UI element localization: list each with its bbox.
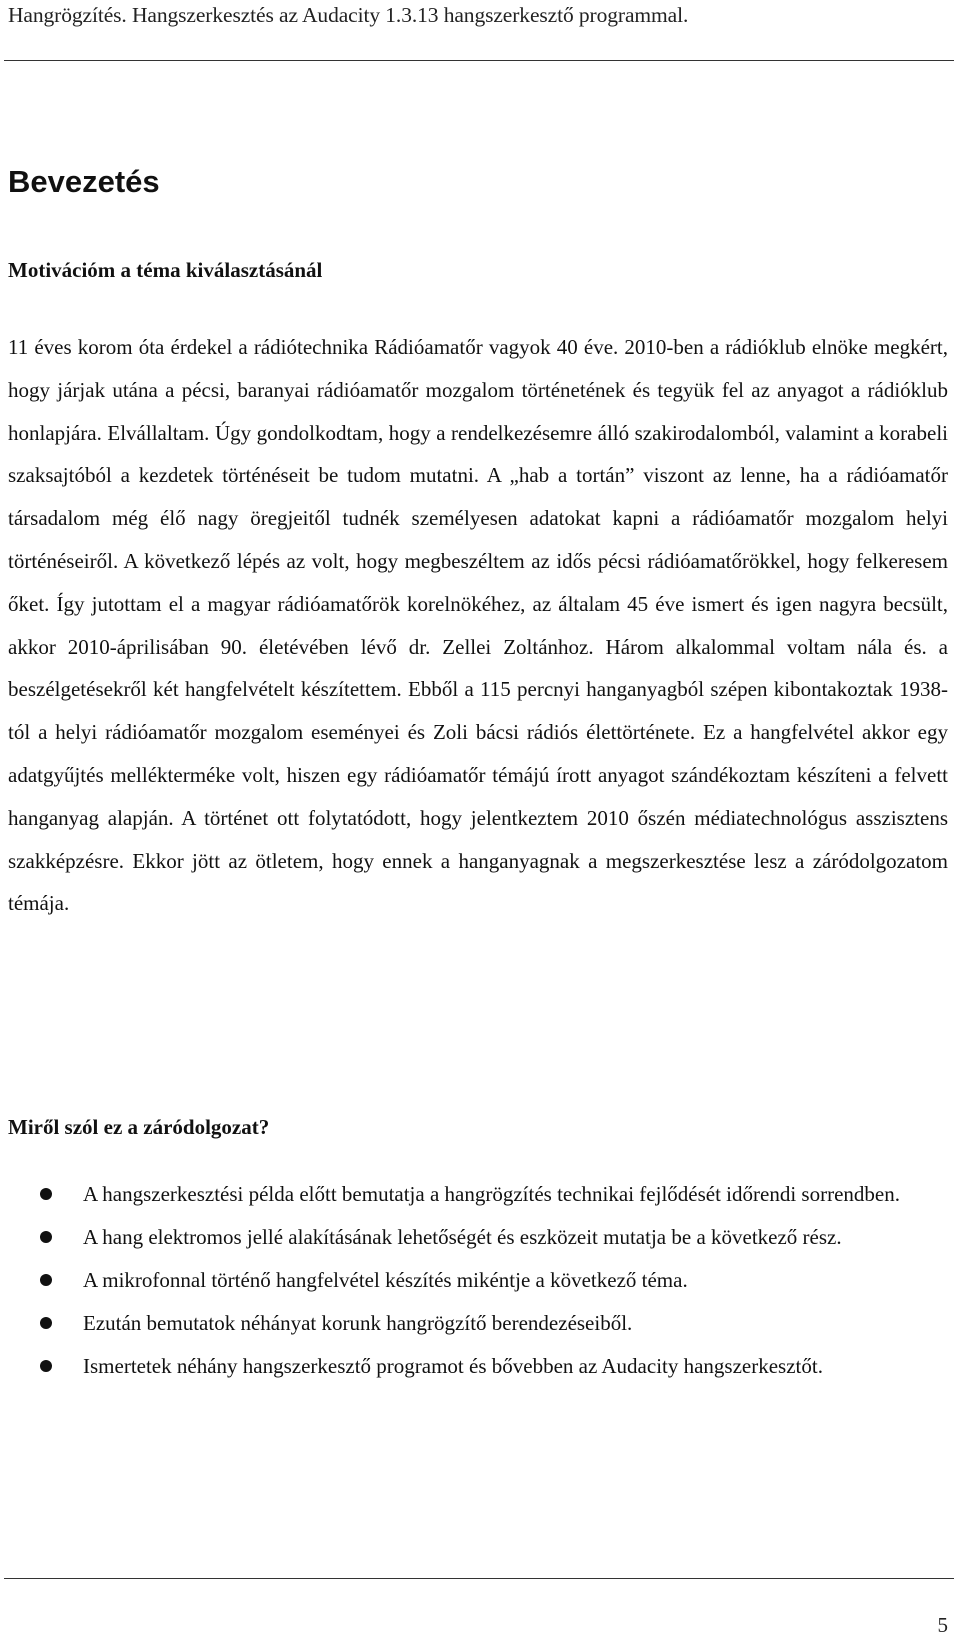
- subheading-motivation: Motivációm a téma kiválasztásánál: [8, 258, 323, 282]
- list-item-text: A hangszerkesztési példa előtt bemutatja a hangrögzítés technikai fejlődését időrendi sorrendben.: [83, 1182, 900, 1206]
- bullet-icon: [40, 1317, 52, 1329]
- footer-divider: [4, 1578, 954, 1579]
- running-header: Hangrögzítés. Hangszerkesztés az Audacity 1.3.13 hangszerkesztő programmal.: [8, 3, 689, 27]
- list-item-text: A hang elektromos jellé alakításának lehetőségét és eszközeit mutatja be a következő rész.: [83, 1225, 842, 1250]
- bullet-icon: [40, 1188, 52, 1200]
- subheading-about-thesis: Miről szól ez a záródolgozat?: [8, 1115, 270, 1139]
- list-item: [0, 1302, 958, 1345]
- body-paragraph: 11 éves korom óta érdekel a rádiótechnika Rádióamatőr vagyok 40 éve. 2010-ben a rádióklub elnöke megkért, hogy járjak utána a pécsi, baranyai rádióamatőr mozgalom történetének és tegyük fel az anyagot a rádióklub honlapjára. Elvállaltam. Úgy gondolkodtam, hogy a rendelkezésemre álló szakirodalomból, valamint a korabeli szaksajtóból a kezdetek történéseit be tudom mutatni. A „hab a tortán” viszont az lenne, ha a rádióamatőr társadalom még élő nagy öregjeitől tudnék személyesen adatokat kapni a rádióamatőr mozgalom helyi történéseiről. A következő lépés az volt, hogy megbeszéltem az idős pécsi rádióamatőrökkel, hogy felkeresem őket. Így jutottam el a magyar rádióamatőrök korelnökéhez, az általam 45 éve ismert és igen nagyra becsült, akkor 2010-áprilisában 90. életévében lévő dr. Zellei Zoltánhoz. Három alkalommal voltam nála és. a beszélgetésekről két hangfelvételt készítettem. Ebből a 115 percnyi hanganyagból szépen kibontakoztak 1938-tól a helyi rádióamatőr mozgalom eseményei és Zoli bácsi rádiós élettörténete. Ez a hangfelvétel akkor egy adatgyűjtés mellékterméke volt, hiszen egy rádióamatőr témájú írott anyagot szándékoztam készíteni a felvett hanganyag alapján. A történet ott folytatódott, hogy jelentkeztem 2010 őszén médiatechnológus asszisztens szakképzésre. Ekkor jött az ötletem, hogy ennek a hanganyagnak a megszerkesztése lesz a záródolgozatom témája.: [8, 335, 948, 916]
- bullet-list: [0, 1173, 958, 1388]
- list-item: [0, 1216, 958, 1259]
- header-divider: [4, 60, 954, 61]
- bullet-icon: [40, 1274, 52, 1286]
- list-item: [0, 1259, 958, 1302]
- list-item: [0, 1345, 958, 1388]
- bullet-icon: [40, 1231, 52, 1243]
- list-item-text: Ismertetek néhány hangszerkesztő programot és bővebben az Audacity hangszerkesztőt.: [83, 1354, 823, 1379]
- list-item-text: Ezután bemutatok néhányat korunk hangrögzítő berendezéseiből.: [83, 1311, 633, 1336]
- section-title: Bevezetés: [8, 164, 160, 199]
- list-item-text: A mikrofonnal történő hangfelvétel készítés mikéntje a következő téma.: [83, 1268, 688, 1293]
- page-number: 5: [937, 1613, 948, 1637]
- list-item: [0, 1173, 958, 1216]
- bullet-icon: [40, 1360, 52, 1372]
